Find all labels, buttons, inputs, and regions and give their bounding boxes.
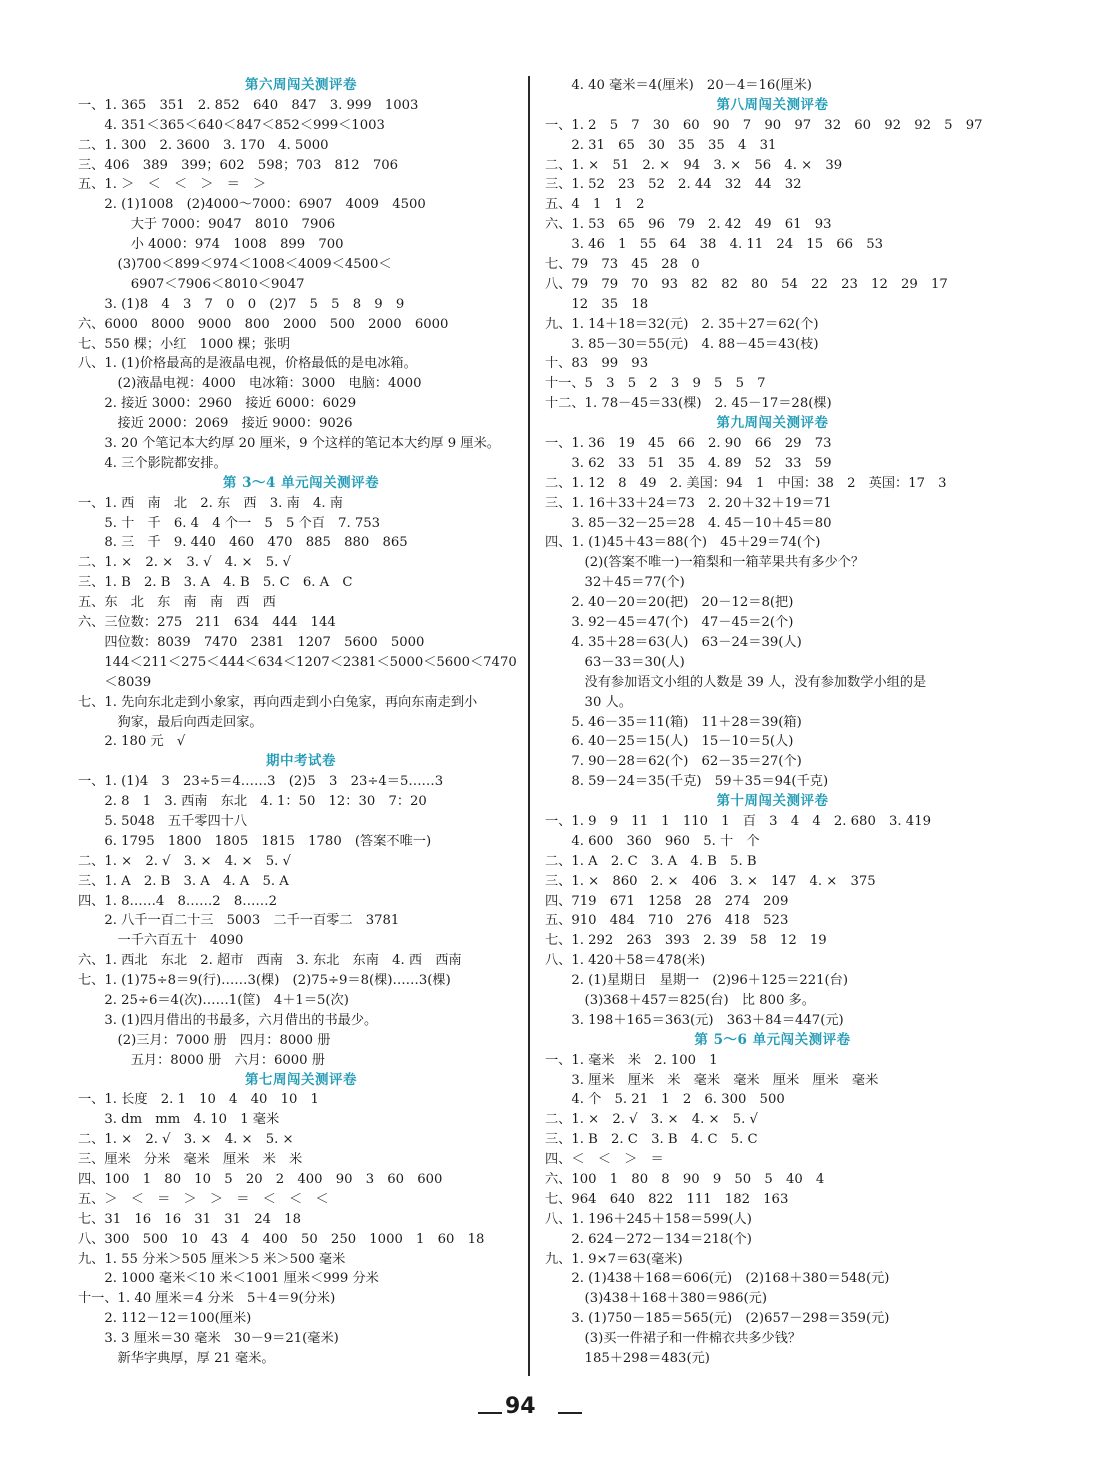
answer-line: 2. 1000 毫米＜10 米＜1001 厘米＜999 分米 [78,1271,379,1287]
answer-line: 二、1. × 2. √ 3. × 4. × 5. × [78,1132,294,1148]
answer-line: 5. 5048 五千零四十八 [78,813,248,829]
answer-line: 二、1. × 51 2. × 94 3. × 56 4. × 39 [545,157,843,173]
answer-line: 3. 85－32－25＝28 4. 45－10＋45＝80 [545,515,832,531]
footer-dash-right [558,1412,582,1414]
section-heading: 第七周闯关测评卷 [245,1071,357,1088]
answer-line: 一、1. 毫米 米 2. 100 1 [545,1052,718,1068]
answer-line: 五、910 484 710 276 418 523 [545,913,789,929]
answer-line: 四、1. (1)45＋43＝88(个) 45＋29＝74(个) [545,535,821,551]
answer-line: 二、1. × 2. √ 3. × 4. × 5. √ [545,1112,758,1128]
answer-line: 三、厘米 分米 毫米 厘米 米 米 [78,1152,303,1168]
section-heading: 第六周闯关测评卷 [245,77,357,93]
right-column [545,76,1000,1369]
answer-line: 十二、1. 78－45＝33(棵) 2. 45－17＝28(棵) [545,396,832,412]
section-heading: 第 5～6 单元闯关测评卷 [694,1031,851,1048]
answer-line: 六、100 1 80 8 90 9 50 5 40 4 [545,1171,825,1187]
answer-line: 3. (1)8 4 3 7 0 0 (2)7 5 5 8 9 9 [78,296,405,312]
answer-line: 四、1. 8……4 8……2 8……2 [78,893,277,909]
answer-line: 4. 35＋28＝63(人) 63－24＝39(人) [545,634,802,650]
left-column [78,76,524,1369]
answer-line: 2. (1)438＋168＝606(元) (2)168＋380＝548(元) [545,1271,890,1287]
answer-line: 144＜211＜275＜444＜634＜1207＜2381＜5000＜5600＜7470 [78,654,517,670]
answer-line: 接近 2000：2069 接近 9000：9026 [78,416,353,432]
answer-line: 五、＞ ＜ ＝ ＞ ＞ ＝ ＜ ＜ ＜ [78,1191,329,1207]
answer-line: 小 4000：974 1008 899 700 [78,237,344,253]
answer-line: ＜8039 [78,674,152,690]
answer-line: (3)买一件裙子和一件棉衣共多少钱？ [545,1331,802,1347]
section-heading: 第九周闯关测评卷 [716,415,829,432]
answer-line: 3. (1)四月借出的书最多，六月借出的书最少。 [78,1012,378,1028]
answer-line: 七、1. 先向东北走到小象家，再向西走到小白兔家，再向东南走到小 [78,694,478,710]
answer-line: 5. 十 千 6. 4 4 个一 5 5 个百 7. 753 [78,515,381,531]
answer-line: 63－33＝30(人) [545,654,685,670]
answer-line: 二、1. 12 8 49 2. 美国：94 1 中国：38 2 英国：17 3 [545,475,947,491]
answer-line: (2)(答案不唯一)一箱梨和一箱苹果共有多少个？ [545,555,865,571]
answer-line: 三、1. 52 23 52 2. 44 32 44 32 [545,177,802,193]
answer-line: 八、1. (1)价格最高的是液晶电视，价格最低的是电冰箱。 [78,356,417,372]
answer-line: 5. 46－35＝11(箱) 11＋28＝39(箱) [545,714,802,730]
answer-line: 九、1. 55 分米＞505 厘米＞5 米＞500 毫米 [78,1251,346,1267]
answer-line: 8. 三 千 9. 440 460 470 885 880 865 [78,535,408,551]
answer-line: 二、1. A 2. C 3. A 4. B 5. B [545,853,757,869]
answer-line: 2. 180 元 √ [78,734,186,750]
answer-line: 新华字典厚，厚 21 毫米。 [78,1351,275,1366]
answer-line: 2. 40－20＝20(把) 20－12＝8(把) [545,595,794,611]
answer-line: 二、1. × 2. × 3. √ 4. × 5. √ [78,555,291,571]
answer-line: 12 35 18 [545,296,649,312]
answer-line: 三、406 389 399；602 598；703 812 706 [78,157,399,173]
answer-line: 3. 20 个笔记本大约厚 20 厘米，9 个这样的笔记本大约厚 9 厘米。 [78,436,500,452]
footer-dash-left [478,1412,502,1414]
answer-line: 大于 7000：9047 8010 7906 [78,217,336,233]
section-heading: 第 3～4 单元闯关测评卷 [222,474,380,491]
answer-line: 185＋298＝483(元) [545,1351,710,1366]
answer-line: 3. 46 1 55 64 38 4. 11 24 15 66 53 [545,237,884,253]
answer-line: 一、1. 9 9 11 1 110 1 百 3 4 4 2. 680 3. 419 [545,813,931,829]
answer-line: 3. 厘米 厘米 米 毫米 毫米 厘米 厘米 毫米 [545,1072,879,1088]
answer-line: 2. (1)1008 (2)4000～7000：6907 4009 4500 [78,197,426,213]
answer-line: 6907＜7906＜8010＜9047 [78,276,305,292]
answer-line: 3. dm mm 4. 10 1 毫米 [78,1112,280,1128]
answer-line: 二、1. × 2. √ 3. × 4. × 5. √ [78,853,291,869]
answer-line: 四、＜ ＜ ＞ ＝ [545,1152,664,1168]
answer-line: 三、1. A 2. B 3. A 4. A 5. A [78,873,289,889]
answer-line: 3. 85－30＝55(元) 4. 88－45＝43(枝) [545,336,819,352]
answer-line: 九、1. 14＋18＝32(元) 2. 35＋27＝62(个) [545,316,819,332]
answer-line: 7. 90－28＝62(个) 62－35＝27(个) [545,754,802,770]
answer-line: 一、1. (1)4 3 23÷5＝4……3 (2)5 3 23÷4＝5……3 [78,774,444,790]
answer-line: 8. 59－24＝35(千克) 59＋35＝94(千克) [545,774,829,790]
answer-line: 2. 八千一百二十三 5003 二千一百零二 3781 [78,913,400,929]
answer-line: 九、1. 9×7＝63(毫米) [545,1251,683,1267]
answer-line: 三、1. × 860 2. × 406 3. × 147 4. × 375 [545,873,876,889]
answer-line: 4. 个 5. 21 1 2 6. 300 500 [545,1092,785,1108]
answer-line: (3)700＜899＜974＜1008＜4009＜4500＜ [78,257,392,273]
answer-line: 四位数：8039 7470 2381 1207 5600 5000 [78,634,425,650]
answer-line: 3. 198＋165＝363(元) 363＋84＝447(元) [545,1012,844,1028]
answer-line: 30 人。 [545,694,632,710]
page-footer [0,1392,1110,1432]
answer-line: 十一、1. 40 厘米＝4 分米 5＋4＝9(分米) [78,1291,336,1307]
answer-line: 七、31 16 16 31 31 24 18 [78,1211,301,1227]
answer-line: 五月：8000 册 六月：6000 册 [78,1052,325,1068]
section-heading: 第八周闯关测评卷 [716,96,829,113]
answer-line: (3)438＋168＋380＝986(元) [545,1291,767,1307]
answer-line: 六、1. 53 65 96 79 2. 42 49 61 93 [545,217,832,233]
answer-line: (2)液晶电视：4000 电冰箱：3000 电脑：4000 [78,376,422,392]
answer-line: 2. 112－12＝100(厘米) [78,1311,252,1327]
answer-line: 八、1. 420＋58＝478(米) [545,953,706,969]
answer-line: 2. 25÷6＝4(次)……1(筐) 4＋1＝5(次) [78,992,349,1008]
answer-line: 七、79 73 45 28 0 [545,257,700,273]
answer-line: 一千六百五十 4090 [78,933,244,949]
answer-line: 3. 92－45＝47(个) 47－45＝2(个) [545,615,794,631]
answer-line: 4. 三个影院都安排。 [78,455,227,471]
answer-line: (3)368＋457＝825(台) 比 800 多。 [545,992,815,1008]
answer-line: 一、1. 西 南 北 2. 东 西 3. 南 4. 南 [78,495,343,511]
answer-line: 2. 31 65 30 35 35 4 31 [545,137,777,153]
answer-line: 三、1. 16＋33＋24＝73 2. 20＋32＋19＝71 [545,495,832,511]
answer-line: 十一、5 3 5 2 3 9 5 5 7 [545,376,766,392]
answer-line: 3. (1)750－185＝565(元) (2)657－298＝359(元) [545,1311,890,1327]
answer-line: 四、719 671 1258 28 274 209 [545,893,789,909]
answer-line: 八、300 500 10 43 4 400 50 250 1000 1 60 18 [78,1231,485,1247]
answer-line: 五、东 北 东 南 南 西 西 [78,595,276,611]
answer-line: 八、1. 196＋245＋158＝599(人) [545,1211,752,1227]
answer-line: 三、1. B 2. C 3. B 4. C 5. C [545,1132,758,1148]
answer-line: 3. 62 33 51 35 4. 89 52 33 59 [545,455,832,471]
answer-line: 2. (1)星期日 星期一 (2)96＋125＝221(台) [545,973,848,989]
answer-line: 6. 1795 1800 1805 1815 1780 (答案不唯一) [78,833,432,849]
answer-line: 4. 600 360 960 5. 十 个 [545,833,760,849]
answer-line: 四、100 1 80 10 5 20 2 400 90 3 60 600 [78,1171,443,1187]
answer-line: 32＋45＝77(个) [545,575,685,591]
answer-line: 三、1. B 2. B 3. A 4. B 5. C 6. A C [78,575,353,591]
column-divider [528,76,530,1376]
answer-line: 一、1. 365 351 2. 852 640 847 3. 999 1003 [78,97,419,113]
answer-line: 2. 8 1 3. 西南 东北 4. 1：50 12：30 7：20 [78,794,427,810]
section-heading: 第十周闯关测评卷 [716,793,829,810]
answer-line: 2. 接近 3000：2960 接近 6000：6029 [78,396,357,412]
answer-line: 一、1. 36 19 45 66 2. 90 66 29 73 [545,436,832,452]
answer-line: 五、4 1 1 2 [545,197,645,213]
section-heading: 期中考试卷 [266,753,336,770]
answer-line: 4. 40 毫米＝4(厘米) 20－4＝16(厘米) [545,78,812,93]
answer-line: (2)三月：7000 册 四月：8000 册 [78,1032,331,1048]
answer-line: 6. 40－25＝15(人) 15－10＝5(人) [545,734,794,750]
answer-line: 五、1. ＞ ＜ ＜ ＞ ＝ ＞ [78,177,267,193]
answer-line: 3. 3 厘米＝30 毫米 30－9＝21(毫米) [78,1331,339,1347]
page-number: 94 [505,1394,536,1419]
answer-line: 4. 351＜365＜640＜847＜852＜999＜1003 [78,117,385,133]
answer-line: 十、83 99 93 [545,356,649,372]
answer-line: 七、1. (1)75÷8＝9(行)……3(棵) (2)75÷9＝8(棵)……3(棵) [78,973,451,989]
answer-line: 六、1. 西北 东北 2. 超市 西南 3. 东北 东南 4. 西 西南 [78,953,462,969]
answer-line: 狗家，最后向西走回家。 [78,714,263,730]
answer-line: 没有参加语文小组的人数是 39 人，没有参加数学小组的是 [545,674,927,690]
answer-line: 七、964 640 822 111 182 163 [545,1191,789,1207]
answer-line: 六、6000 8000 9000 800 2000 500 2000 6000 [78,316,449,332]
answer-line: 2. 624－272－134＝218(个) [545,1231,752,1247]
answer-line: 七、1. 292 263 393 2. 39 58 12 19 [545,933,827,949]
answer-line: 二、1. 300 2. 3600 3. 170 4. 5000 [78,137,329,153]
answer-line: 六、三位数：275 211 634 444 144 [78,615,336,631]
answer-line: 一、1. 长度 2. 1 10 4 40 10 1 [78,1092,319,1108]
answer-line: 八、79 79 70 93 82 82 80 54 22 23 12 29 17 [545,276,948,292]
answer-line: 一、1. 2 5 7 30 60 90 7 90 97 32 60 92 92 5 97 [545,117,983,133]
answer-line: 七、550 棵；小红 1000 棵；张明 [78,336,291,352]
